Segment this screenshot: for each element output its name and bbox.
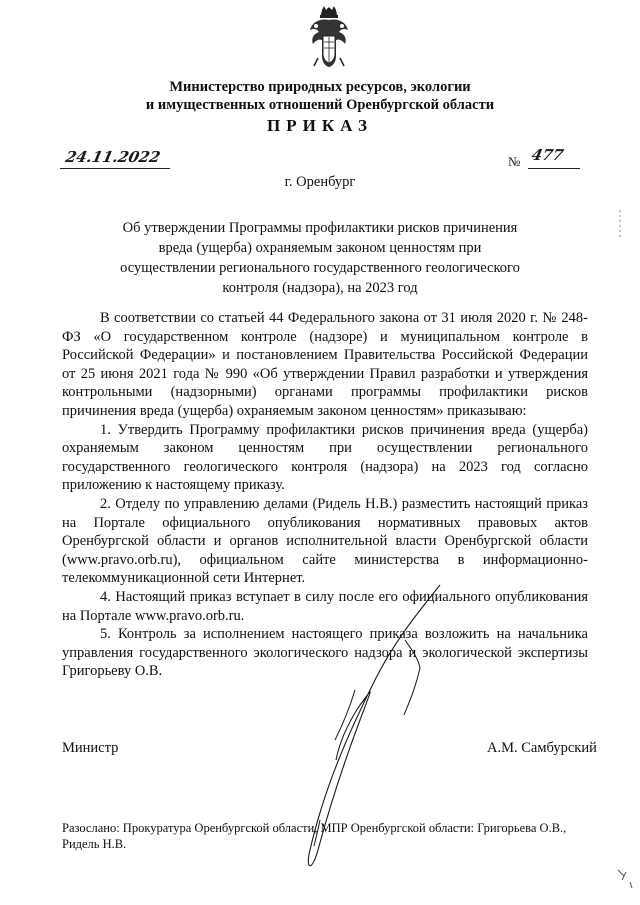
preamble-paragraph: В соответствии со статьей 44 Федерального закона от 31 июля 2020 г. № 248-ФЗ «О государственном контроле (надзоре) и муниципальном контроле в Российской Федерации» и постановлением Правительства Российской Федерации от 25 июня 2021 года № 990 «Об утверждении Правил разработки и утверждения контрольными (надзорными) органами программы профилактики рисков причинения вреда (ущерба) охраняемым законом ценностям» приказываю: <box>62 310 588 419</box>
document-title: ПРИКАЗ <box>267 116 373 135</box>
order-number: 477 <box>530 146 566 164</box>
order-body <box>62 309 588 681</box>
distribution-list: Разослано: Прокуратура Оренбургской области, МПР Оренбургской области: Григорьева О.В., Ридель Н.В. <box>62 821 567 851</box>
order-item-2: 2. Отделу по управлению делами (Ридель Н.В.) разместить настоящий приказ на Портале официального опубликования нормативных правовых актов Оренбургской области и органов исполнительной власти Оренбургской области (www.pravo.orb.ru), официальном сайте министерства в информационно-телекоммуникационной сети Интернет. <box>62 495 588 587</box>
order-number-label: № <box>508 154 521 169</box>
order-item-5: 5. Контроль за исполнением настоящего приказа возложить на начальника управления государственного экологического надзора и экологической экспертизы Григорьеву О.В. <box>62 626 588 680</box>
order-date: 24.11.2022 <box>64 148 162 166</box>
signatory-title: Министр <box>62 740 119 756</box>
order-item-1: 1. Утвердить Программу профилактики рисков причинения вреда (ущерба) охраняемым законом ценностям при осуществлении регионального государственного геологического контроля (надзора) на 2023 год согласно приложению к настоящему приказу. <box>62 421 588 494</box>
date-underline <box>60 168 170 169</box>
order-subject: Об утверждении Программы профилактики рисков причинения вреда (ущерба) охраняемым законом ценностям при осуществлении регионального государственного геологического контроля (надзора), на 2023 год <box>120 220 520 296</box>
ministry-name-line2: и имущественных отношений Оренбургской области <box>145 97 495 113</box>
coat-of-arms-emblem <box>304 6 354 70</box>
order-item-4: 4. Настоящий приказ вступает в силу после его официального опубликования на Портале www.pravo.orb.ru. <box>62 588 588 624</box>
signatory-name: А.М. Самбурский <box>487 740 597 756</box>
city: г. Оренбург <box>284 174 356 190</box>
ministry-name-line1: Министерство природных ресурсов, экологии <box>169 79 471 95</box>
number-underline <box>528 168 580 169</box>
